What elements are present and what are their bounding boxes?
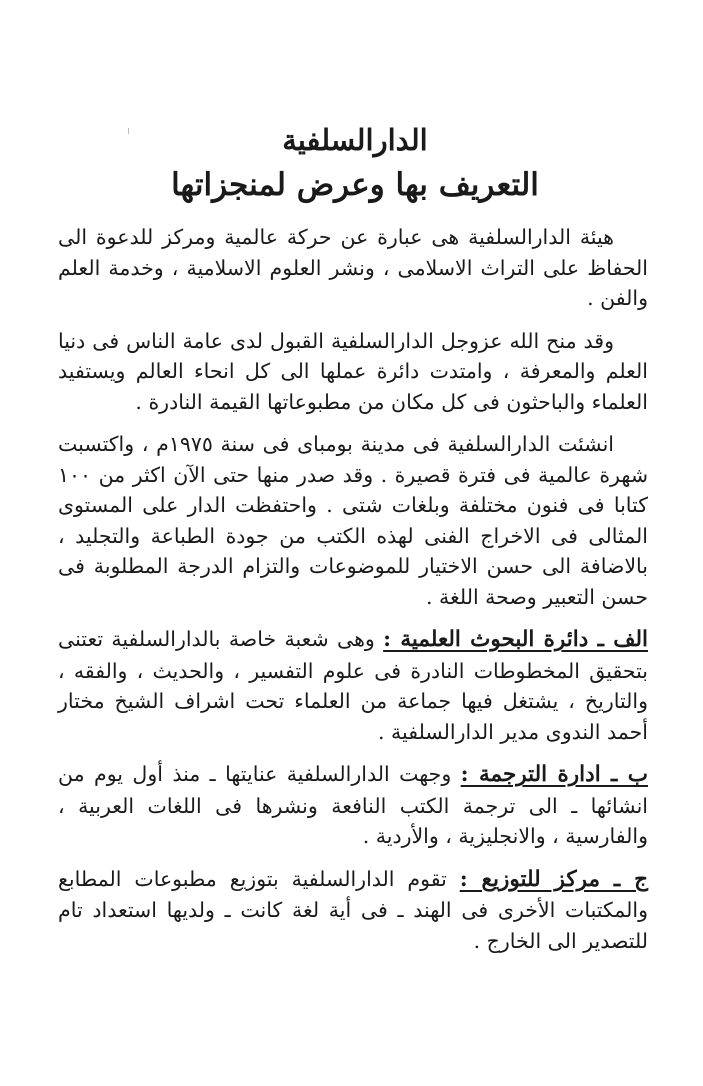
section-research <box>58 624 648 747</box>
page-title: الدارالسلفية <box>282 123 428 157</box>
section-heading-distribution: ج ـ مركز للتوزيع : <box>459 866 648 892</box>
section-heading-translation: ب ـ ادارة الترجمة : <box>460 762 648 787</box>
paragraph-acceptance: وقد منح الله عزوجل الدارالسلفية القبول لدى عامة الناس فى دنيا العلم والمعرفة ، وامتدت دائرة عملها الى كل انحاء العالم ويستفيد العلماء والباحثون فى كل مكان من مطبوعاتها القيمة النادرة . <box>58 328 648 414</box>
paragraph-founding: انشئت الدارالسلفية فى مدينة بومباى فى سنة ١٩٧٥م ، واكتسبت شهرة عالمية فى فترة قصيرة . وقد صدر منها حتى الآن اكثر من ١٠٠ كتابا فى فنون مختلفة وبلغات شتى . واحتفظت الدار على المستوى المثالى فى الاخراج الفنى لهذه الكتب من جودة الطباعة والتجليد ، بالاضافة الى حسن الاختيار للموضوعات والتزام الدرجة المطلوبة فى حسن التعبير وصحة اللغة . <box>58 432 648 609</box>
document-body <box>58 222 648 968</box>
page-subtitle: التعريف بها وعرض لمنجزاتها <box>171 167 539 203</box>
section-heading-research: الف ـ دائرة البحوث العلمية : <box>383 627 648 652</box>
paragraph-intro: هيئة الدارالسلفية هى عبارة عن حركة عالمية ومركز للدعوة الى الحفاظ على التراث الاسلامى ، ونشر العلوم الاسلامية ، وخدمة العلم والفن . <box>58 225 648 310</box>
section-translation <box>58 759 648 852</box>
title-block <box>60 118 650 208</box>
section-text-research: وهى شعبة خاصة بالدارالسلفية تعتنى بتحقيق المخطوطات النادرة فى علوم التفسير ، والحديث ، والفقه ، والتاريخ ، يشتغل فيها جماعة من العلماء تحت اشراف الشيخ مختار أحمد الندوى مدير الدارالسلفية . <box>58 627 648 744</box>
section-text-translation: وجهت الدارالسلفية عنايتها ـ منذ أول يوم من انشائها ـ الى ترجمة الكتب النافعة ونشرها فى اللغات العربية ، والفارسية ، والانجليزية ، والأردية . <box>58 762 648 848</box>
section-distribution <box>58 864 648 957</box>
section-text-distribution: تقوم الدارالسلفية بتوزيع مطبوعات المطابع والمكتبات الأخرى فى الهند ـ فى أية لغة كانت ـ ولديها استعداد تام للتصدير الى الخارج . <box>58 866 648 953</box>
